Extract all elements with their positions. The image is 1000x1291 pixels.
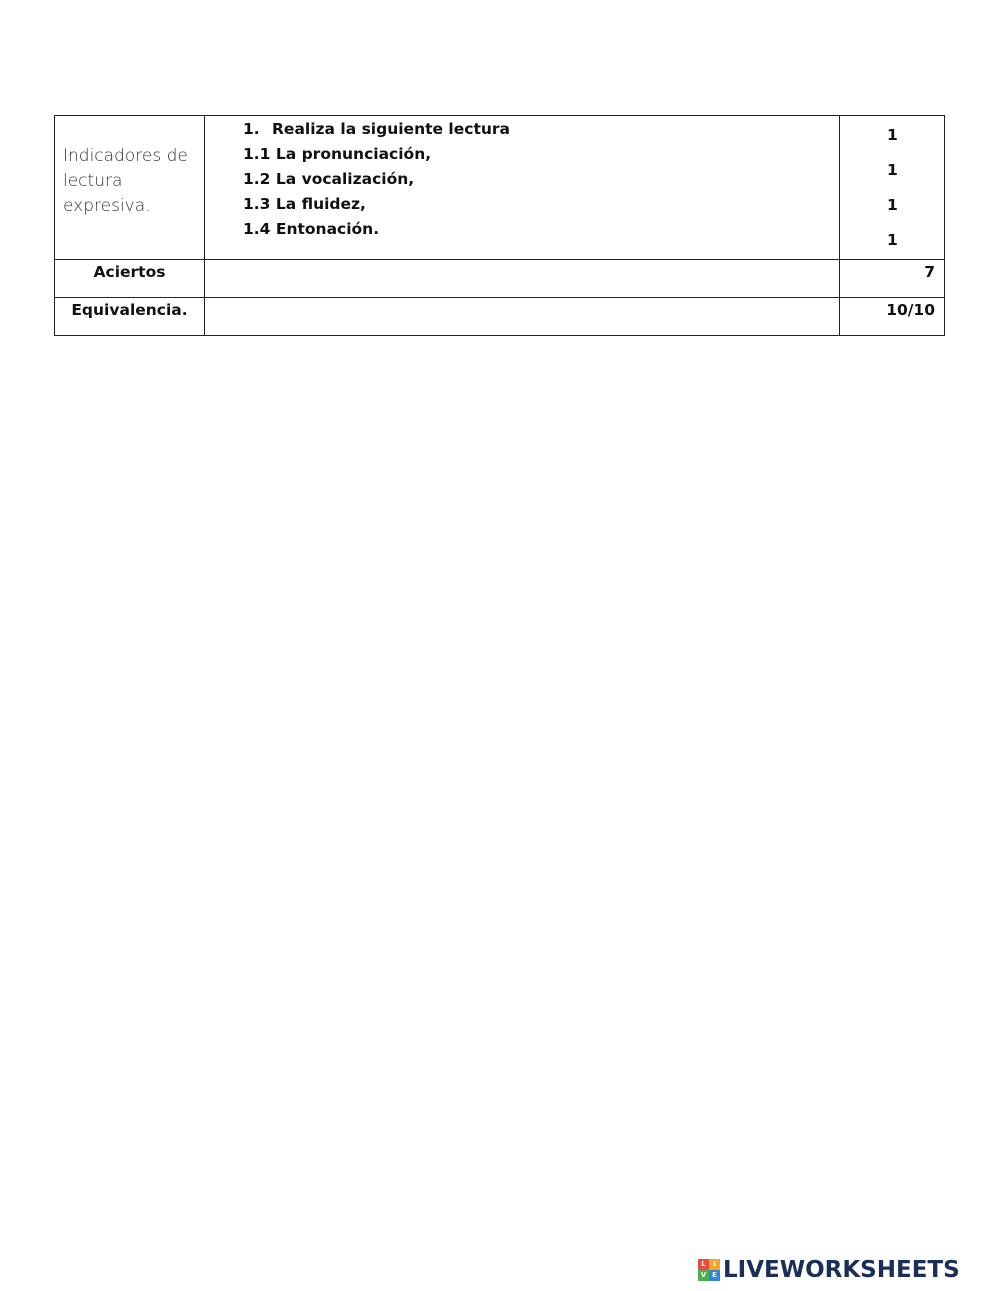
liveworksheets-brand[interactable] [698, 1257, 960, 1283]
criterion-item [243, 142, 839, 167]
criterion-text: 1.3 La fluidez, [243, 195, 366, 213]
logo-letter: E [709, 1270, 720, 1281]
indicators-row [55, 116, 945, 260]
equivalencia-label: Equivalencia. [55, 298, 205, 336]
aciertos-value: 7 [840, 260, 945, 298]
point-value: 1 [887, 126, 898, 144]
indicator-label: Indicadores de lectura expresiva. [63, 146, 188, 216]
criteria-list [205, 116, 839, 242]
criterion-item [243, 167, 839, 192]
brand-name: LIVEWORKSHEETS [723, 1257, 960, 1283]
points-cell [840, 116, 945, 260]
point-value: 1 [887, 161, 898, 179]
indicator-label-cell [55, 116, 205, 260]
equivalencia-value: 10/10 [840, 298, 945, 336]
criterion-item [243, 192, 839, 217]
criterion-number: 1. [243, 120, 260, 138]
criterion-text: Realiza la siguiente lectura [272, 120, 510, 138]
equivalencia-row [55, 298, 945, 336]
point-value: 1 [887, 231, 898, 249]
points-list [840, 116, 944, 258]
criteria-cell [205, 116, 840, 260]
aciertos-row [55, 260, 945, 298]
evaluation-table [54, 115, 945, 336]
equivalencia-empty-cell [205, 298, 840, 336]
liveworksheets-logo-icon [698, 1259, 720, 1281]
criterion-text: 1.2 La vocalización, [243, 170, 415, 188]
criterion-text: 1.1 La pronunciación, [243, 145, 432, 163]
criterion-text: 1.4 Entonación. [243, 220, 380, 238]
criterion-item [243, 117, 839, 142]
aciertos-empty-cell [205, 260, 840, 298]
point-value: 1 [887, 196, 898, 214]
logo-letter: I [709, 1259, 720, 1270]
criterion-item [243, 217, 839, 242]
logo-letter: V [698, 1270, 709, 1281]
aciertos-label: Aciertos [55, 260, 205, 298]
logo-letter: L [698, 1259, 709, 1270]
